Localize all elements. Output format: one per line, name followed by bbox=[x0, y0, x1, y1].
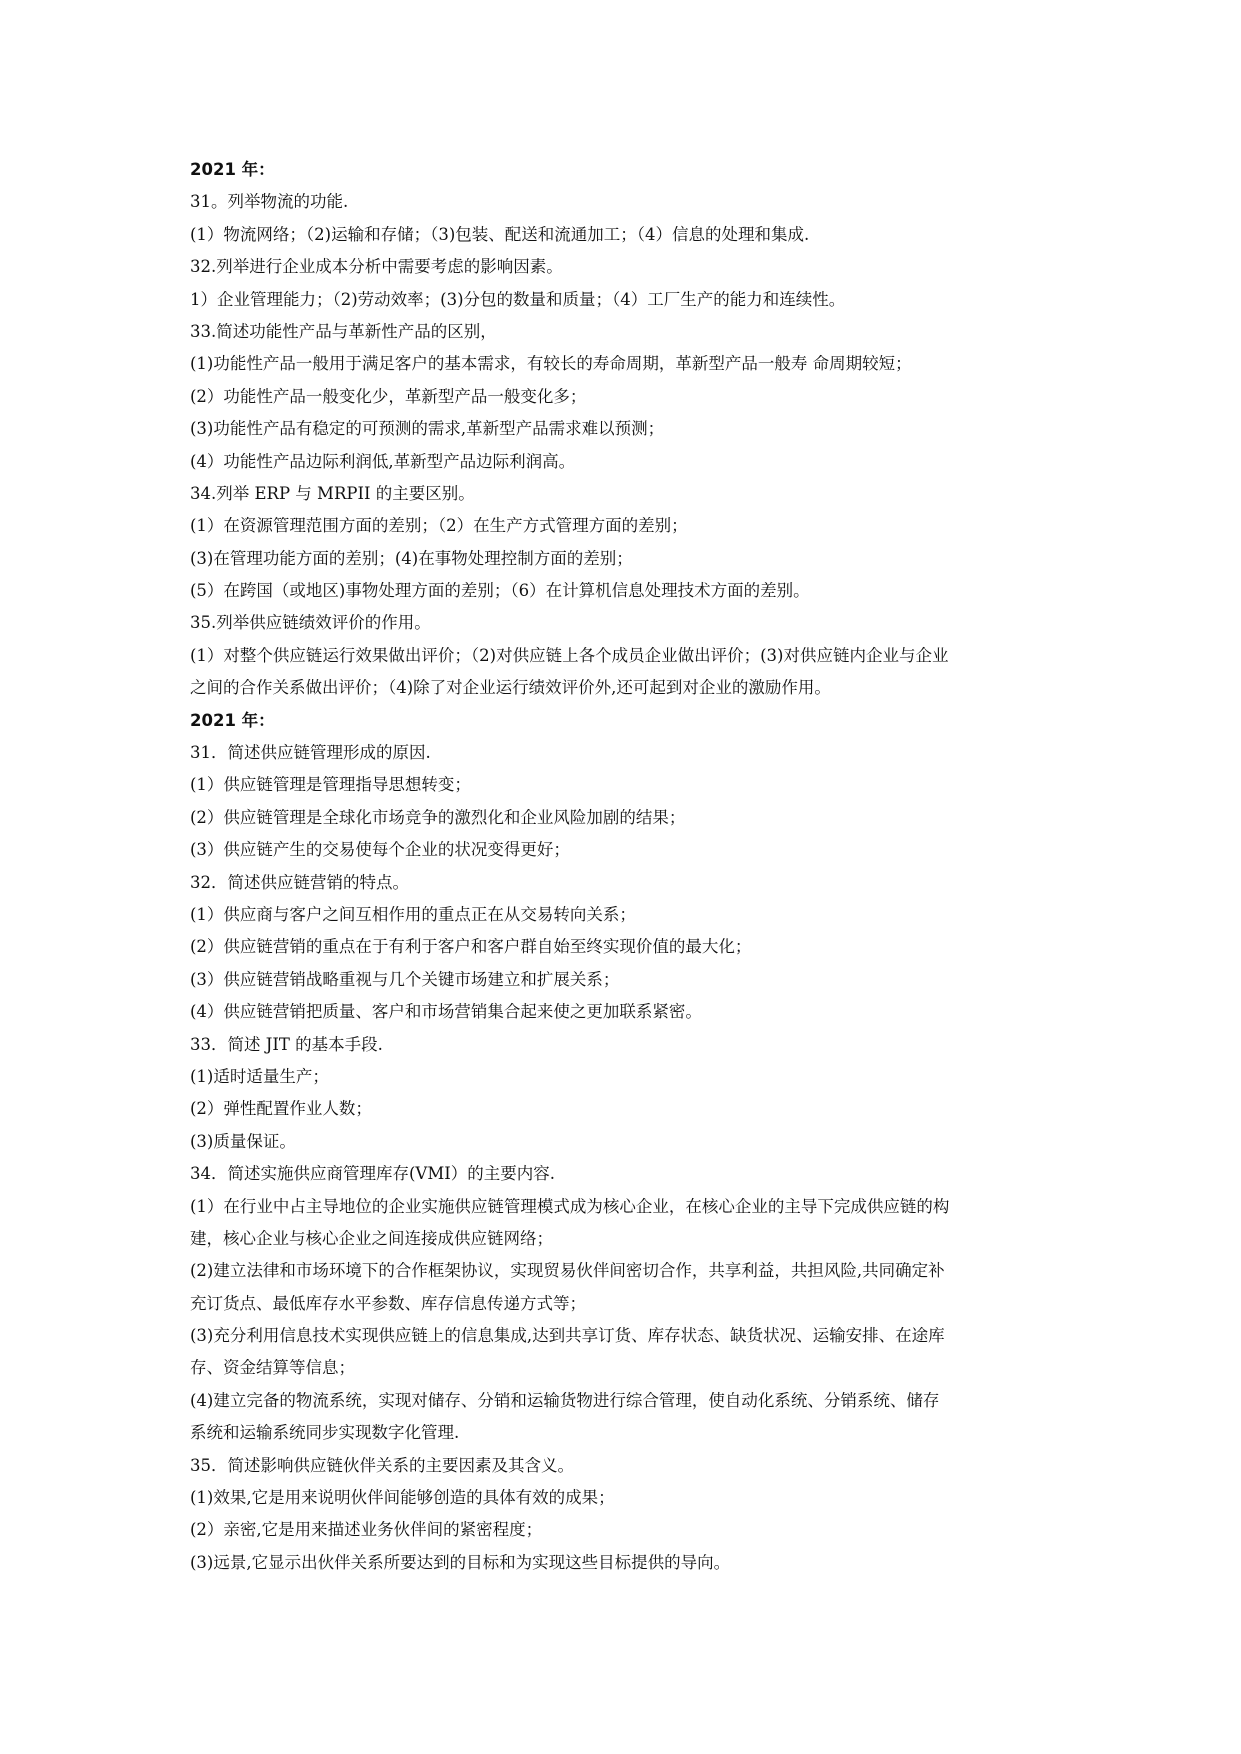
question-33-title: 33.简述功能性产品与革新性产品的区别， bbox=[190, 321, 497, 341]
answer-line: 充订货点、最低库存水平参数、库存信息传递方式等； bbox=[190, 1293, 586, 1313]
answer-line: (3)在管理功能方面的差别；(4)在事物处理控制方面的差别； bbox=[190, 548, 633, 568]
answer-line: (2）亲密,它是用来描述业务伙伴间的紧密程度； bbox=[190, 1520, 543, 1540]
document-page bbox=[190, 154, 1070, 1579]
answer-line: (4）供应链营销把质量、客户和市场营销集合起来使之更加联系紧密。 bbox=[190, 1002, 702, 1022]
answer-line: 存、资金结算等信息； bbox=[190, 1358, 355, 1378]
answer-line: (2）供应链营销的重点在于有利于客户和客户群自始至终实现价值的最大化； bbox=[190, 937, 752, 957]
answer-line: (1）供应商与客户之间互相作用的重点正在从交易转向关系； bbox=[190, 904, 636, 924]
question-32-title: 32.列举进行企业成本分析中需要考虑的影响因素。 bbox=[190, 257, 563, 277]
question-32-title: 32．简述供应链营销的特点。 bbox=[190, 872, 409, 892]
answer-line: (3）供应链产生的交易使每个企业的状况变得更好； bbox=[190, 840, 570, 860]
answer-line: 1）企业管理能力；（2)劳动效率；(3)分包的数量和质量；（4）工厂生产的能力和连续性。 bbox=[190, 289, 846, 309]
question-35-title: 35.列举供应链绩效评价的作用。 bbox=[190, 613, 431, 633]
question-34-title: 34．简述实施供应商管理库存(VMI）的主要内容. bbox=[190, 1164, 556, 1184]
answer-line: (3）供应链营销战略重视与几个关键市场建立和扩展关系； bbox=[190, 969, 620, 989]
answer-line: (1)效果,它是用来说明伙伴间能够创造的具体有效的成果； bbox=[190, 1488, 615, 1508]
answer-line: (2)建立法律和市场环境下的合作框架协议，实现贸易伙伴间密切合作，共享利益，共担风险,共同确定补 bbox=[190, 1261, 945, 1281]
answer-line: (2）供应链管理是全球化市场竞争的激烈化和企业风险加剧的结果； bbox=[190, 807, 686, 827]
answer-line: 建，核心企业与核心企业之间连接成供应链网络； bbox=[190, 1228, 553, 1248]
answer-line: 系统和运输系统同步实现数字化管理. bbox=[190, 1423, 460, 1443]
question-34-title: 34.列举 ERP 与 MRPII 的主要区别。 bbox=[190, 483, 475, 503]
answer-line: (3)远景,它显示出伙伴关系所要达到的目标和为实现这些目标提供的导向。 bbox=[190, 1552, 731, 1572]
answer-line: 之间的合作关系做出评价；（4)除了对企业运行绩效评价外,还可起到对企业的激励作用。 bbox=[190, 678, 831, 698]
answer-line: (4）功能性产品边际利润低,革新型产品边际利润高。 bbox=[190, 451, 576, 471]
answer-line: (1)功能性产品一般用于满足客户的基本需求，有较长的寿命周期，革新型产品一般寿 命周期较短； bbox=[190, 354, 912, 374]
answer-line: (1）供应链管理是管理指导思想转变； bbox=[190, 775, 471, 795]
answer-line: (1)适时适量生产； bbox=[190, 1066, 329, 1086]
answer-line: (1）在行业中占主导地位的企业实施供应链管理模式成为核心企业，在核心企业的主导下完成供应链的构 bbox=[190, 1196, 950, 1216]
answer-line: (2）弹性配置作业人数； bbox=[190, 1099, 372, 1119]
question-31-title: 31．简述供应链管理形成的原因. bbox=[190, 743, 431, 763]
answer-line: (1）物流网络；（2)运输和存储；（3)包装、配送和流通加工；（4）信息的处理和集成. bbox=[190, 224, 810, 244]
question-31-title: 31。列举物流的功能. bbox=[190, 192, 349, 212]
answer-line: (4)建立完备的物流系统，实现对储存、分销和运输货物进行综合管理，使自动化系统、分销系统、储存 bbox=[190, 1390, 940, 1410]
answer-line: (1）在资源管理范围方面的差别；（2）在生产方式管理方面的差别； bbox=[190, 516, 688, 536]
answer-line: (3)质量保证。 bbox=[190, 1131, 296, 1151]
answer-line: (3)功能性产品有稳定的可预测的需求,革新型产品需求难以预测； bbox=[190, 419, 665, 439]
answer-line: (2）功能性产品一般变化少，革新型产品一般变化多； bbox=[190, 386, 587, 406]
question-33-title: 33．简述 JIT 的基本手段. bbox=[190, 1034, 383, 1054]
question-35-title: 35．简述影响供应链伙伴关系的主要因素及其含义。 bbox=[190, 1455, 574, 1475]
answer-line: (1）对整个供应链运行效果做出评价；（2)对供应链上各个成员企业做出评价；(3)对供应链内企业与企业 bbox=[190, 645, 949, 665]
answer-line: (3)充分利用信息技术实现供应链上的信息集成,达到共享订货、库存状态、缺货状况、运输安排、在途库 bbox=[190, 1326, 945, 1346]
section-heading-year: 2021 年： bbox=[190, 160, 275, 179]
section-heading-year: 2021 年： bbox=[190, 710, 275, 730]
answer-line: (5）在跨国（或地区)事物处理方面的差别；（6）在计算机信息处理技术方面的差别。 bbox=[190, 581, 810, 601]
